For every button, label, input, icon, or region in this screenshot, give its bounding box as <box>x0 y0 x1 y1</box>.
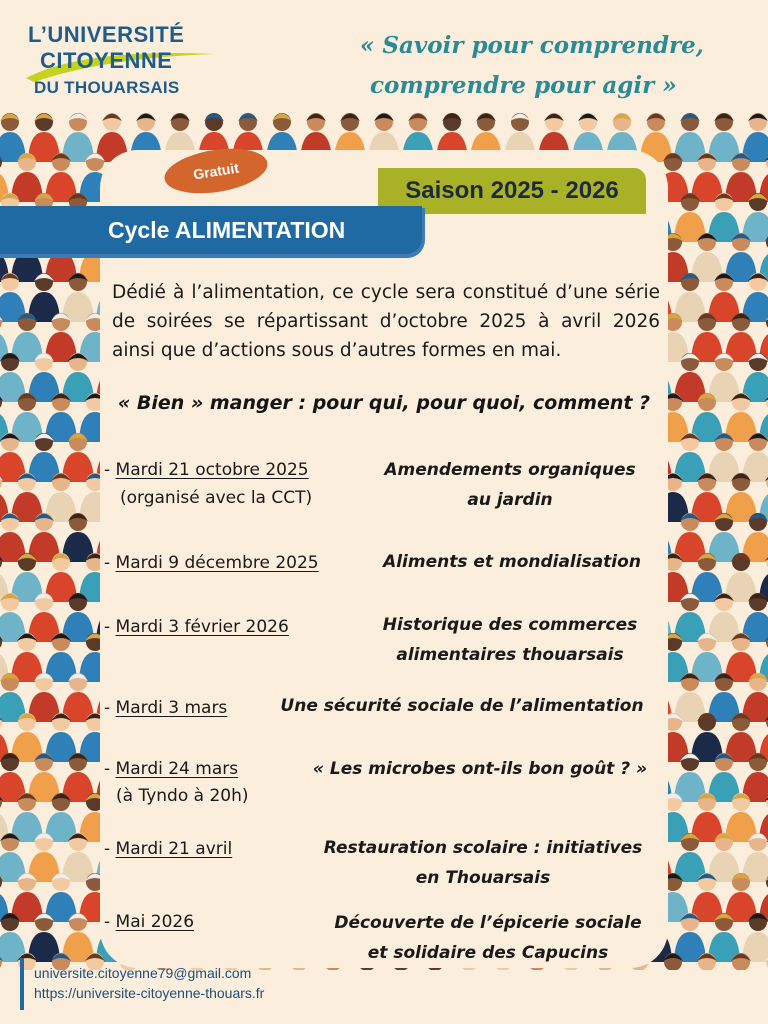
cycle-banner: Cycle ALIMENTATION <box>0 206 422 254</box>
event-title-line: Amendements organiques <box>384 460 636 480</box>
intro-text: Dédié à l’alimentation, ce cycle sera constitué d’une série de soirées se répartissant d’octobre 2025 à avril 2026 ainsi que d’actions sous d’autres formes en mai. <box>112 282 660 361</box>
event-title <box>362 547 662 577</box>
event-title <box>360 610 660 670</box>
event-date-label: Mardi 21 avril <box>115 839 233 859</box>
event-title-line: Historique des commerces <box>382 615 638 635</box>
slogan <box>360 26 740 106</box>
crowd-person-icon <box>62 113 94 162</box>
event-title-line: Une sécurité sociale de l’alimentation <box>280 696 644 716</box>
event-title <box>262 691 662 721</box>
event-date: - Mardi 21 avril <box>104 839 233 859</box>
event-note: (à Tyndo à 20h) <box>116 786 249 806</box>
footer-email[interactable]: universite.citoyenne79@gmail.com <box>34 965 252 981</box>
event-date: - Mai 2026 <box>104 912 195 932</box>
event-title-line: alimentaires thouarsais <box>396 645 624 665</box>
logo <box>28 18 198 108</box>
event-title-line: en Thouarsais <box>415 868 551 888</box>
event-date: - Mardi 9 décembre 2025 <box>104 553 319 573</box>
crowd-person-icon <box>28 113 60 162</box>
event-title <box>290 754 670 784</box>
event-date-label: Mardi 3 mars <box>115 698 228 718</box>
slogan-line-2: comprendre pour agir » <box>370 72 677 99</box>
event-date-label: Mai 2026 <box>115 912 195 932</box>
event-title <box>360 455 660 515</box>
footer-website-link[interactable]: https://universite-citoyenne-thouars.fr <box>34 985 265 1001</box>
event-title-line: au jardin <box>467 490 553 510</box>
event-title <box>300 833 666 893</box>
event-date-label: Mardi 24 mars <box>115 759 239 779</box>
logo-line-3: DU THOUARSAIS <box>34 78 180 97</box>
free-badge: Gratuit <box>161 142 270 200</box>
crowd-person-icon <box>674 113 706 162</box>
logo-line-2: CITOYENNE <box>40 48 173 73</box>
event-date: - Mardi 3 mars <box>104 698 228 718</box>
event-date: - Mardi 24 mars <box>104 759 239 779</box>
event-date-label: Mardi 9 décembre 2025 <box>115 553 319 573</box>
logo-line-1: L’UNIVERSITÉ <box>28 22 185 47</box>
event-title-line: Aliments et mondialisation <box>383 552 641 572</box>
event-date-label: Mardi 21 octobre 2025 <box>115 460 309 480</box>
event-title <box>300 908 676 968</box>
event-title-line: Restauration scolaire : initiatives <box>323 838 643 858</box>
cycle-subtitle: « Bien » manger : pour qui, pour quoi, comment ? <box>117 392 651 414</box>
event-date: - Mardi 3 février 2026 <box>104 617 289 637</box>
event-date: - Mardi 21 octobre 2025 <box>104 460 309 480</box>
crowd-person-icon <box>708 113 740 162</box>
event-note: (organisé avec la CCT) <box>120 488 313 508</box>
event-title-line: et solidaire des Capucins <box>367 943 609 963</box>
event-title-line: « Les microbes ont-ils bon goût ? » <box>312 759 648 779</box>
event-title-line: Découverte de l’épicerie sociale <box>334 913 642 933</box>
footer-contact <box>34 963 264 1003</box>
footer-accent-bar <box>20 958 24 1010</box>
event-date-label: Mardi 3 février 2026 <box>115 617 289 637</box>
slogan-line-1: « Savoir pour comprendre, <box>360 32 704 59</box>
season-banner: Saison 2025 - 2026 <box>378 168 646 214</box>
